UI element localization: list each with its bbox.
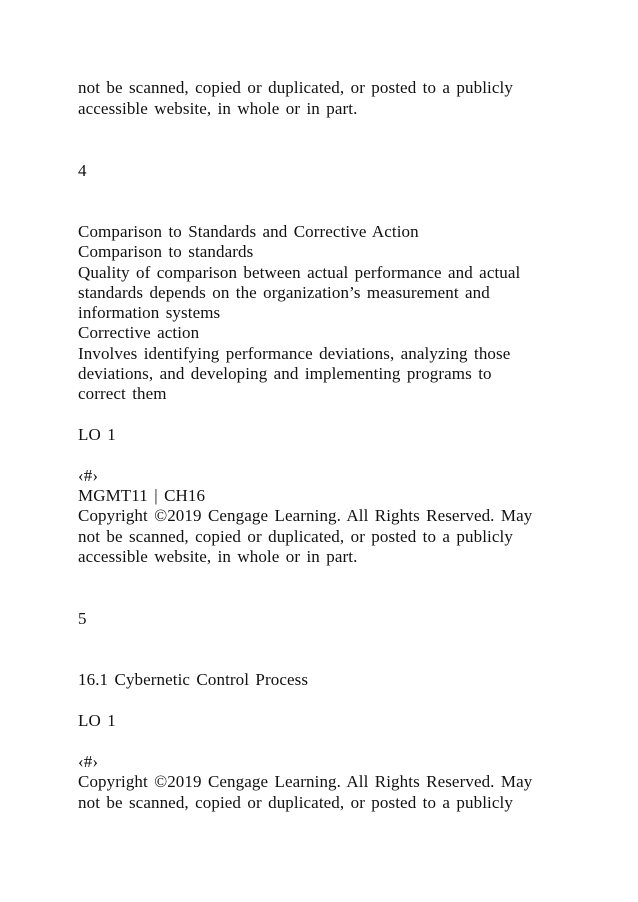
learning-objective-label: LO 1 <box>78 711 116 730</box>
bullet-heading: Comparison to standards <box>78 242 254 261</box>
slide-number-placeholder: ‹#› <box>78 466 99 485</box>
copyright-text: Copyright ©2019 Cengage Learning. All Rights Reserved. May <box>78 506 533 525</box>
copyright-text: Copyright ©2019 Cengage Learning. All Rights Reserved. May <box>78 772 533 791</box>
learning-objective-label: LO 1 <box>78 425 116 444</box>
copyright-text: not be scanned, copied or duplicated, or posted to a publicly <box>78 527 513 546</box>
slide-number: 5 <box>78 609 87 628</box>
course-chapter-label: MGMT11 | CH16 <box>78 486 206 505</box>
copyright-text: not be scanned, copied or duplicated, or posted to a publicly <box>78 78 513 97</box>
body-text: deviations, and developing and implementing programs to <box>78 364 492 383</box>
slide-title: 16.1 Cybernetic Control Process <box>78 670 309 689</box>
copyright-text: accessible website, in whole or in part. <box>78 99 358 118</box>
copyright-text: accessible website, in whole or in part. <box>78 547 358 566</box>
body-text: standards depends on the organization’s measurement and <box>78 283 490 302</box>
body-text: Involves identifying performance deviations, analyzing those <box>78 344 511 363</box>
slide-title: Comparison to Standards and Corrective Action <box>78 222 419 241</box>
slide-number: 4 <box>78 161 87 180</box>
body-text: correct them <box>78 384 167 403</box>
copyright-text: not be scanned, copied or duplicated, or posted to a publicly <box>78 793 513 812</box>
body-text: information systems <box>78 303 221 322</box>
body-text: Quality of comparison between actual performance and actual <box>78 263 521 282</box>
bullet-heading: Corrective action <box>78 323 200 342</box>
slide-number-placeholder: ‹#› <box>78 752 99 771</box>
